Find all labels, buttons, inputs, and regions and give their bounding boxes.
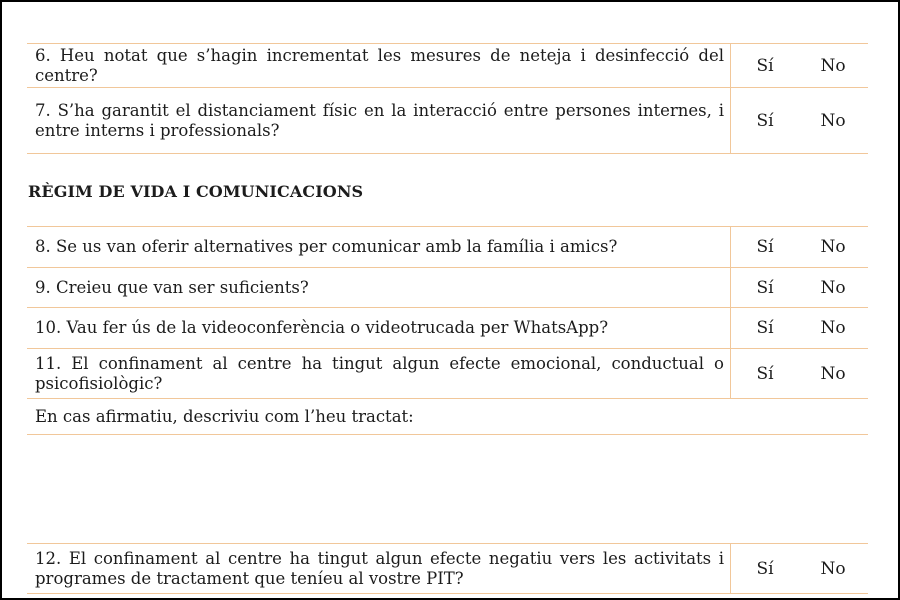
section-heading: RÈGIM DE VIDA I COMUNICACIONS xyxy=(28,182,364,201)
question-row-9 xyxy=(27,267,868,307)
no-option[interactable]: No xyxy=(820,55,846,76)
question-row-7 xyxy=(27,87,868,154)
question-row-12 xyxy=(27,543,868,594)
question-text: 6. Heu notat que s’hagin incrementat les mesures de neteja i desinfecció del centre? xyxy=(27,44,731,87)
yes-option[interactable]: Sí xyxy=(756,237,774,257)
no-option[interactable]: No xyxy=(820,110,846,131)
question-row-11 xyxy=(27,348,868,398)
yes-option[interactable]: Sí xyxy=(756,277,774,298)
question-text: 12. El confinament al centre ha tingut algun efecte negatiu vers les activitats i programes de tractament que teníeu al vostre PIT? xyxy=(27,544,731,593)
no-option[interactable]: No xyxy=(820,318,846,338)
yes-option[interactable]: Sí xyxy=(756,363,774,384)
yes-option[interactable]: Sí xyxy=(756,110,774,131)
followup-prompt: En cas afirmatiu, descriviu com l’heu tractat: xyxy=(35,407,414,426)
no-option[interactable]: No xyxy=(820,237,846,257)
question-text: 7. S’ha garantit el distanciament físic en la interacció entre persones internes, i entre interns i professionals? xyxy=(27,88,731,153)
questions-table-mid xyxy=(27,226,868,398)
question-row-6 xyxy=(27,43,868,87)
yes-option[interactable]: Sí xyxy=(756,558,774,579)
yes-option[interactable]: Sí xyxy=(756,318,774,338)
yes-option[interactable]: Sí xyxy=(756,55,774,76)
questions-table-top xyxy=(27,43,868,154)
question-text: 11. El confinament al centre ha tingut algun efecte emocional, conductual o psicofisiològic? xyxy=(27,349,731,398)
question-row-10 xyxy=(27,307,868,348)
no-option[interactable]: No xyxy=(820,277,846,298)
no-option[interactable]: No xyxy=(820,363,846,384)
questions-table-bottom xyxy=(27,543,868,594)
followup-answer-field[interactable] xyxy=(27,398,868,435)
question-text: 10. Vau fer ús de la videoconferència o videotrucada per WhatsApp? xyxy=(27,308,731,348)
question-text: 8. Se us van oferir alternatives per comunicar amb la família i amics? xyxy=(27,227,731,267)
question-row-8 xyxy=(27,226,868,267)
question-text: 9. Creieu que van ser suficients? xyxy=(27,268,731,307)
no-option[interactable]: No xyxy=(820,558,846,579)
